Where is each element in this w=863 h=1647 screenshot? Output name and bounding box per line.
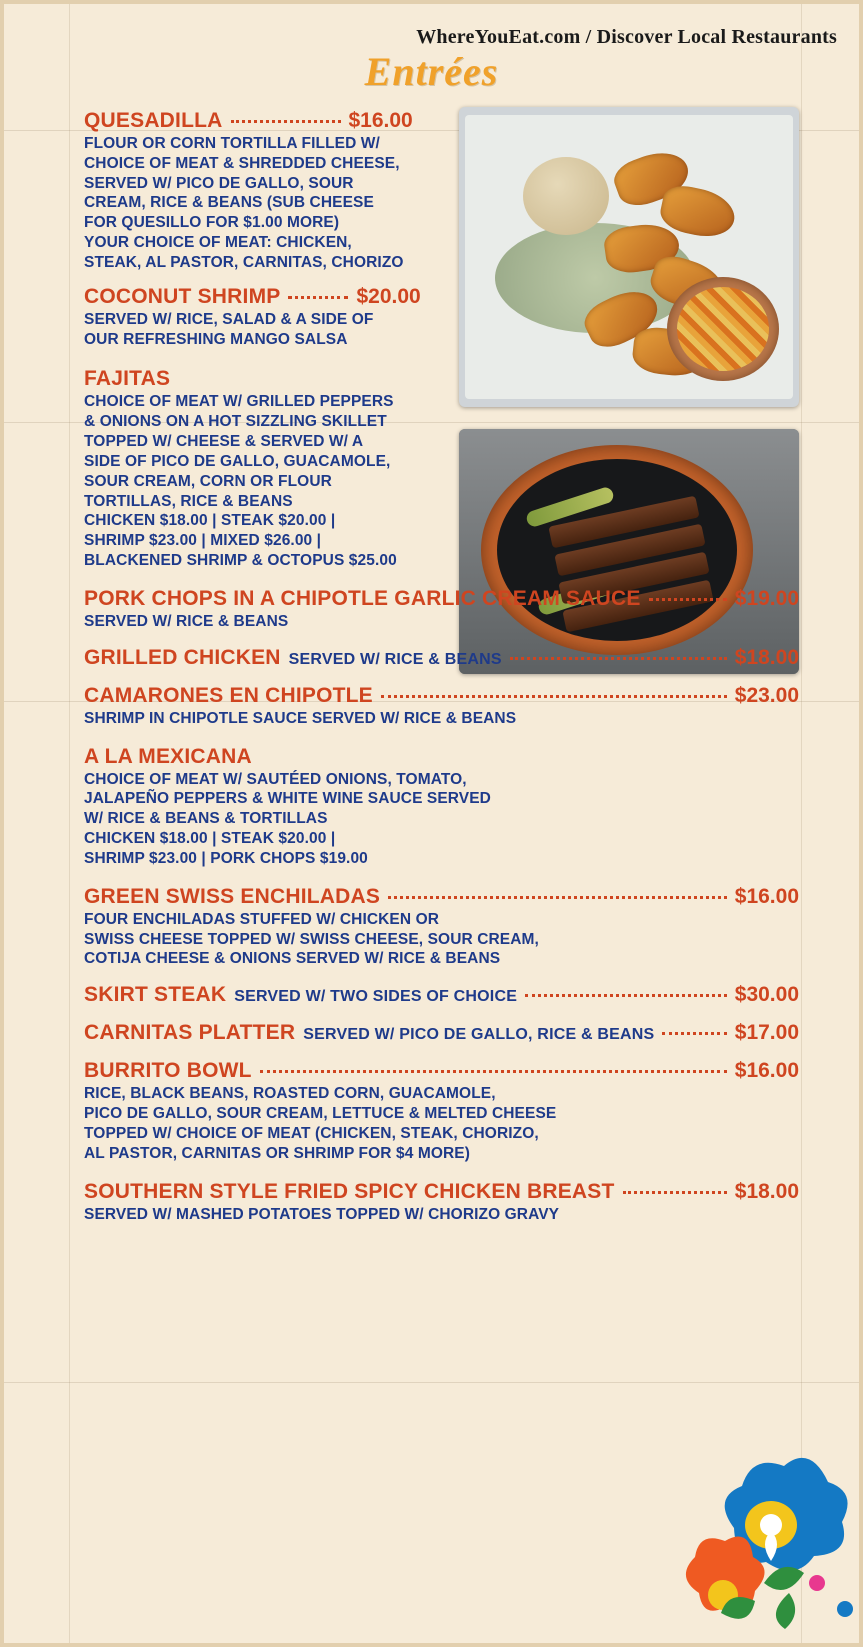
folk-flower-decoration (559, 1433, 859, 1643)
description-line: SERVED W/ RICE, SALAD & A SIDE OF (84, 310, 374, 328)
description-line: TOPPED W/ CHOICE OF MEAT (CHICKEN, STEAK, CHORIZO, (84, 1124, 539, 1142)
menu-item (84, 1059, 799, 1163)
menu-item (84, 983, 799, 1007)
menu-item-name: FAJITAS (84, 367, 171, 391)
description-line: COTIJA CHEESE & ONIONS SERVED W/ RICE & BEANS (84, 950, 501, 968)
menu-item-price: $16.00 (734, 884, 799, 908)
menu-item-description (84, 392, 454, 570)
menu-item-subtext: SERVED W/ PICO DE GALLO, RICE & BEANS (303, 1026, 655, 1044)
menu-item-header (84, 1021, 799, 1045)
menu-item-description (84, 770, 799, 869)
menu-item (84, 367, 454, 570)
description-line: SHRIMP IN CHIPOTLE SAUCE SERVED W/ RICE & BEANS (84, 709, 517, 727)
menu-item-name: BURRITO BOWL (84, 1059, 252, 1083)
description-line: JALAPEÑO PEPPERS & WHITE WINE SAUCE SERVED (84, 790, 491, 808)
menu-item-name: GRILLED CHICKEN (84, 645, 281, 669)
description-line: FLOUR OR CORN TORTILLA FILLED W/ (84, 135, 380, 152)
description-line: SWISS CHEESE TOPPED W/ SWISS CHEESE, SOUR CREAM, (84, 930, 539, 948)
dot-leader (525, 994, 727, 997)
menu-item-header (84, 1059, 799, 1083)
menu-item-header (84, 109, 454, 133)
menu-item-name: CAMARONES EN CHIPOTLE (84, 683, 373, 707)
orange-flower-icon (686, 1537, 765, 1611)
leaf-icon (721, 1567, 853, 1629)
description-line: CHOICE OF MEAT & SHREDDED CHEESE, (84, 154, 400, 172)
menu-item-name: COCONUT SHRIMP (84, 284, 281, 308)
menu-item-subtext: SERVED W/ RICE & BEANS (288, 650, 502, 668)
menu-item-name: SKIRT STEAK (84, 983, 227, 1007)
menu-item-price: $18.00 (734, 645, 799, 669)
description-line: FOR QUESILLO FOR $1.00 MORE) (84, 214, 340, 232)
blue-flower-icon (725, 1458, 848, 1571)
paper-crease (69, 4, 70, 1643)
menu-items-list (84, 109, 799, 1228)
menu-item-price: $19.00 (734, 586, 799, 610)
dot-leader (662, 1032, 726, 1035)
menu-item (84, 285, 454, 350)
menu-item-price: $23.00 (734, 683, 799, 707)
description-line: SHRIMP $23.00 | MIXED $26.00 | (84, 532, 322, 550)
dot-leader (623, 1191, 727, 1194)
dot-leader (510, 657, 727, 660)
menu-item (84, 885, 799, 969)
menu-item-name: A LA MEXICANA (84, 744, 252, 768)
description-line: SIDE OF PICO DE GALLO, GUACAMOLE, (84, 452, 391, 470)
menu-item-description (84, 134, 454, 273)
description-line: CHOICE OF MEAT W/ SAUTÉED ONIONS, TOMATO, (84, 770, 467, 788)
menu-item (84, 587, 799, 632)
menu-item-description (84, 1084, 799, 1163)
description-line: CHICKEN $18.00 | STEAK $20.00 | (84, 830, 336, 848)
menu-item-header (84, 367, 454, 391)
menu-item-description (84, 612, 799, 632)
paper-crease (4, 1382, 859, 1383)
description-line: BLACKENED SHRIMP & OCTOPUS $25.00 (84, 552, 397, 570)
menu-item-price: $20.00 (356, 284, 421, 308)
menu-item-header (84, 1180, 799, 1204)
menu-item-header (84, 587, 799, 611)
description-line: RICE, BLACK BEANS, ROASTED CORN, GUACAMOLE, (84, 1085, 496, 1103)
menu-item-header (84, 285, 454, 309)
description-line: W/ RICE & BEANS & TORTILLAS (84, 810, 328, 828)
dot-leader (649, 598, 727, 601)
menu-item-name: GREEN SWISS ENCHILADAS (84, 884, 381, 908)
menu-item-description (84, 310, 454, 350)
menu-item-header (84, 745, 799, 769)
dot-leader (260, 1070, 727, 1073)
menu-item-header (84, 646, 799, 670)
description-line: STEAK, AL PASTOR, CARNITAS, CHORIZO (84, 253, 404, 271)
description-line: CREAM, RICE & BEANS (SUB CHEESE (84, 194, 374, 212)
menu-item-name: SOUTHERN STYLE FRIED SPICY CHICKEN BREAST (84, 1179, 615, 1203)
menu-item-description (84, 910, 799, 969)
menu-item (84, 646, 799, 670)
dot-leader (231, 120, 341, 123)
menu-item-description (84, 709, 799, 729)
description-line: CHOICE OF MEAT W/ GRILLED PEPPERS (84, 393, 394, 411)
menu-item (84, 684, 799, 729)
menu-item-description (84, 1205, 799, 1225)
description-line: SHRIMP $23.00 | PORK CHOPS $19.00 (84, 849, 368, 867)
site-watermark: WhereYouEat.com / Discover Local Restaurants (416, 26, 837, 48)
menu-item (84, 109, 454, 273)
description-line: YOUR CHOICE OF MEAT: CHICKEN, (84, 234, 352, 252)
menu-item-price: $17.00 (734, 1021, 799, 1045)
description-line: PICO DE GALLO, SOUR CREAM, LETTUCE & MELTED CHEESE (84, 1105, 557, 1123)
menu-item (84, 745, 799, 869)
description-line: CHICKEN $18.00 | STEAK $20.00 | (84, 512, 336, 530)
menu-item (84, 1021, 799, 1045)
page-title: Entrées (364, 49, 499, 94)
menu-item-price: $16.00 (734, 1059, 799, 1083)
menu-item-price: $16.00 (348, 109, 413, 132)
description-line: SOUR CREAM, CORN OR FLOUR (84, 472, 332, 490)
dot-leader (288, 296, 348, 299)
dot-leader (388, 896, 727, 899)
description-line: FOUR ENCHILADAS STUFFED W/ CHICKEN OR (84, 910, 440, 928)
menu-item-header (84, 885, 799, 909)
description-line: SERVED W/ RICE & BEANS (84, 612, 289, 630)
menu-item-price: $18.00 (734, 1179, 799, 1203)
description-line: TORTILLAS, RICE & BEANS (84, 492, 293, 510)
description-line: TOPPED W/ CHEESE & SERVED W/ A (84, 433, 364, 451)
paper-crease (801, 4, 802, 1643)
menu-item-name: PORK CHOPS IN A CHIPOTLE GARLIC CREAM SAUCE (84, 586, 641, 610)
description-line: & ONIONS ON A HOT SIZZLING SKILLET (84, 413, 387, 431)
menu-item-subtext: SERVED W/ TWO SIDES OF CHOICE (234, 988, 518, 1006)
description-line: AL PASTOR, CARNITAS OR SHRIMP FOR $4 MORE) (84, 1144, 470, 1162)
dot-leader (381, 695, 727, 698)
description-line: SERVED W/ PICO DE GALLO, SOUR (84, 174, 354, 192)
menu-item-name: CARNITAS PLATTER (84, 1021, 296, 1045)
menu-item (84, 1180, 799, 1225)
menu-item-price: $30.00 (734, 983, 799, 1007)
description-line: SERVED W/ MASHED POTATOES TOPPED W/ CHORIZO GRAVY (84, 1205, 560, 1223)
description-line: OUR REFRESHING MANGO SALSA (84, 330, 348, 348)
menu-item-name: QUESADILLA (84, 109, 223, 132)
menu-item-header (84, 684, 799, 708)
menu-item-header (84, 983, 799, 1007)
